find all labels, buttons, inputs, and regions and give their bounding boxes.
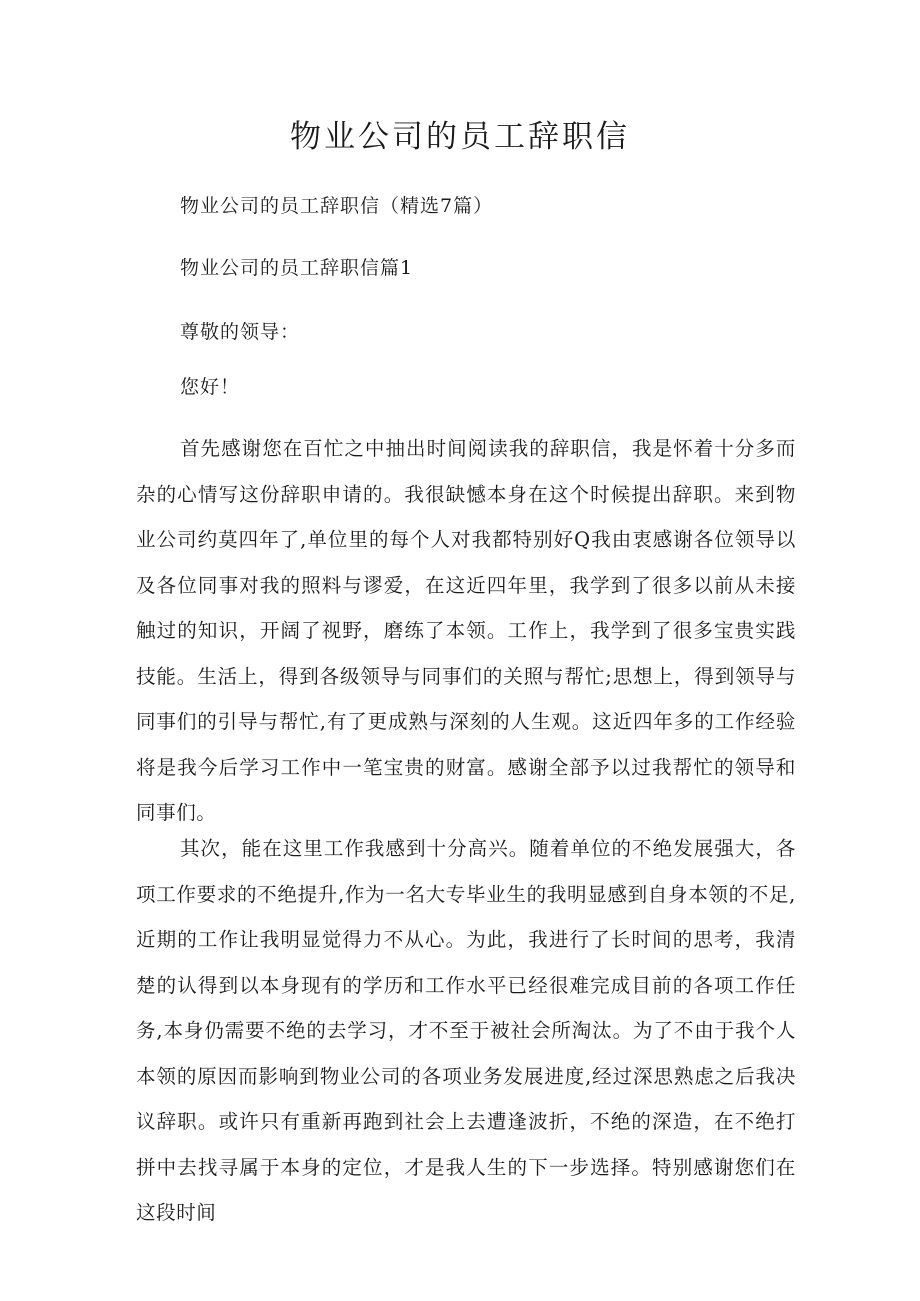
section-heading: 物业公司的员工辞职信篇1 xyxy=(180,257,414,279)
greeting: 您好！ xyxy=(180,376,241,398)
document-title: 物业公司的员工辞职信 xyxy=(290,119,630,155)
body-paragraph-2: 其次，能在这里工作我感到十分高兴。随着单位的不绝发展强大，各项工作要求的不绝提升,作为一名大专毕业生的我明显感到自身本领的不足,近期的工作让我明显觉得力不从心。为此，我进行了长时间的思考，我清楚的认得到以本身现有的学历和工作水平已经很难完成目前的各项工作任务,本身仍需要不绝的去学习，才不至于被社会所淘汰。为了不由于我个人本领的原因而影响到物业公司的各项业务发展进度,经过深思熟虑之后我决议辞职。或许只有重新再跑到社会上去遭逢波折，不绝的深造，在不绝打拼中去找寻属于本身的定位，才是我人生的下一步选择。特别感谢您们在这段时间 xyxy=(136,837,796,1224)
body-paragraph-1: 首先感谢您在百忙之中抽出时间阅读我的辞职信，我是怀着十分多而杂的心情写这份辞职申请的。我很缺憾本身在这个时候提出辞职。来到物业公司约莫四年了,单位里的每个人对我都特别好Q我由衷感谢各位领导以及各位同事对我的照料与谬爱，在这近四年里，我学到了很多以前从未接触过的知识，开阔了视野，磨练了本领。工作上，我学到了很多宝贵实践技能。生活上，得到各级领导与同事们的关照与帮忙;思想上，得到领导与同事们的引导与帮忙,有了更成熟与深刻的人生观。这近四年多的工作经验将是我今后学习工作中一笔宝贵的财富。感谢全部予以过我帮忙的领导和同事们。 xyxy=(136,437,796,824)
document-subtitle: 物业公司的员工辞职信（精选7篇） xyxy=(180,195,494,217)
salutation: 尊敬的领导： xyxy=(180,321,301,343)
